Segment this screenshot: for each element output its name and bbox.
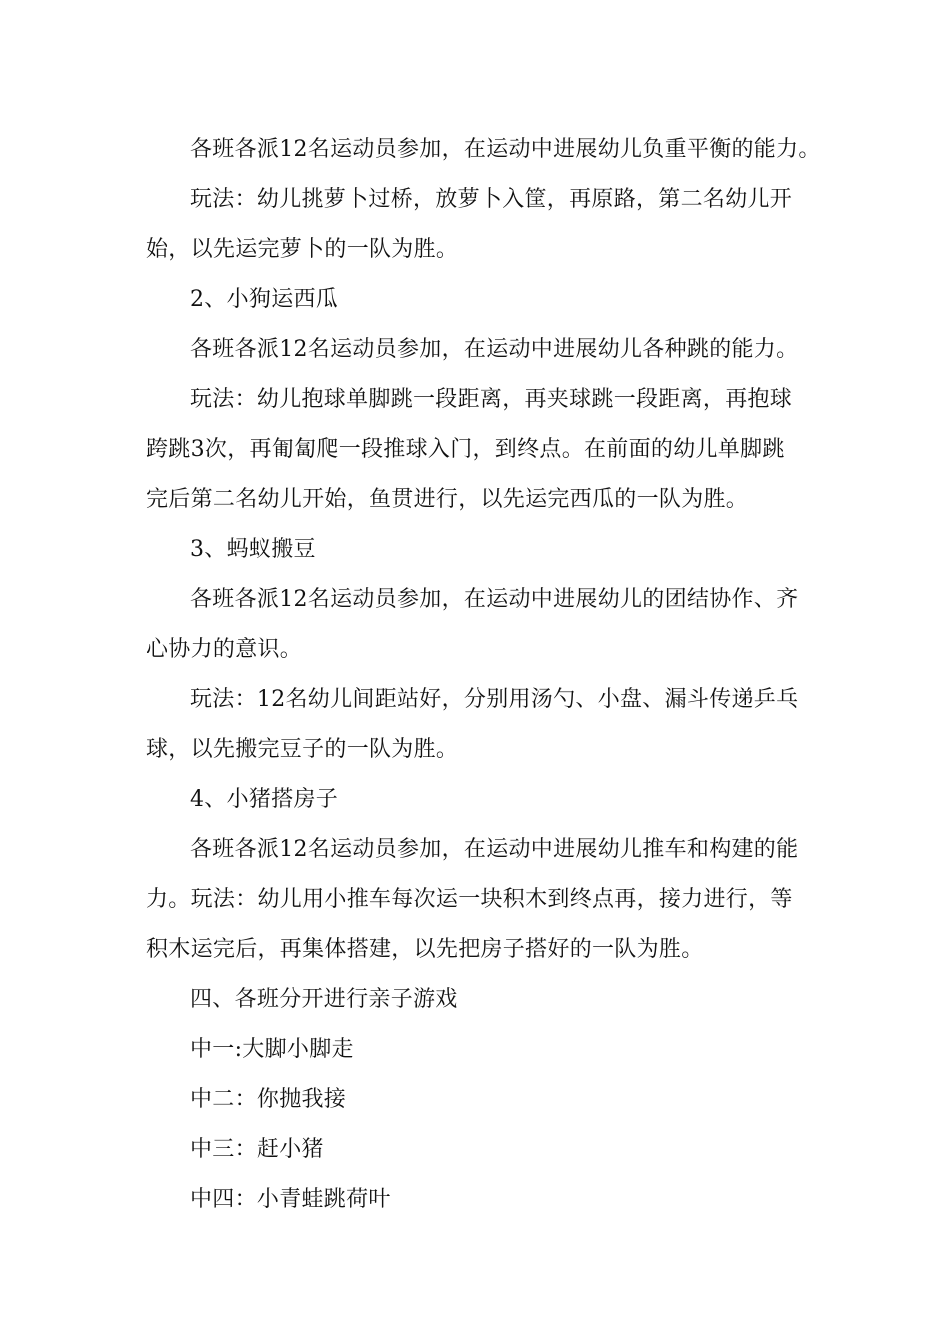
list-item: 中一:大脚小脚走 — [190, 1037, 354, 1062]
paragraph-line: 心协力的意识。 — [146, 637, 303, 662]
list-item: 中四：小青蛙跳荷叶 — [190, 1187, 391, 1212]
paragraph-line: 各班各派12名运动员参加，在运动中进展幼儿负重平衡的能力。 — [190, 137, 821, 162]
section-heading: 四、各班分开进行亲子游戏 — [190, 987, 458, 1012]
paragraph-line: 各班各派12名运动员参加，在运动中进展幼儿推车和构建的能 — [190, 837, 799, 862]
paragraph-line: 球，以先搬完豆子的一队为胜。 — [146, 737, 459, 762]
paragraph-line: 积木运完后，再集体搭建，以先把房子搭好的一队为胜。 — [146, 937, 704, 962]
paragraph-line: 完后第二名幼儿开始，鱼贯进行，以先运完西瓜的一队为胜。 — [146, 487, 749, 512]
section-heading: 3、蚂蚁搬豆 — [190, 537, 316, 562]
paragraph-line: 始，以先运完萝卜的一队为胜。 — [146, 237, 459, 262]
paragraph-line: 玩法：幼儿挑萝卜过桥，放萝卜入筐，再原路，第二名幼儿开 — [190, 187, 793, 212]
paragraph-line: 各班各派12名运动员参加，在运动中进展幼儿的团结协作、齐 — [190, 587, 799, 612]
paragraph-line: 跨跳3次，再匍匐爬一段推球入门，到终点。在前面的幼儿单脚跳 — [146, 437, 785, 462]
paragraph-line: 各班各派12名运动员参加，在运动中进展幼儿各种跳的能力。 — [190, 337, 799, 362]
section-heading: 2、小狗运西瓜 — [190, 287, 339, 312]
list-item: 中二：你抛我接 — [190, 1087, 347, 1112]
list-item: 中三：赶小猪 — [190, 1137, 324, 1162]
paragraph-line: 力。玩法：幼儿用小推车每次运一块积木到终点再，接力进行，等 — [146, 887, 793, 912]
paragraph-line: 玩法：12名幼儿间距站好，分别用汤勺、小盘、漏斗传递乒乓 — [190, 687, 799, 712]
section-heading: 4、小猪搭房子 — [190, 787, 339, 812]
paragraph-line: 玩法：幼儿抱球单脚跳一段距离，再夹球跳一段距离，再抱球 — [190, 387, 793, 412]
